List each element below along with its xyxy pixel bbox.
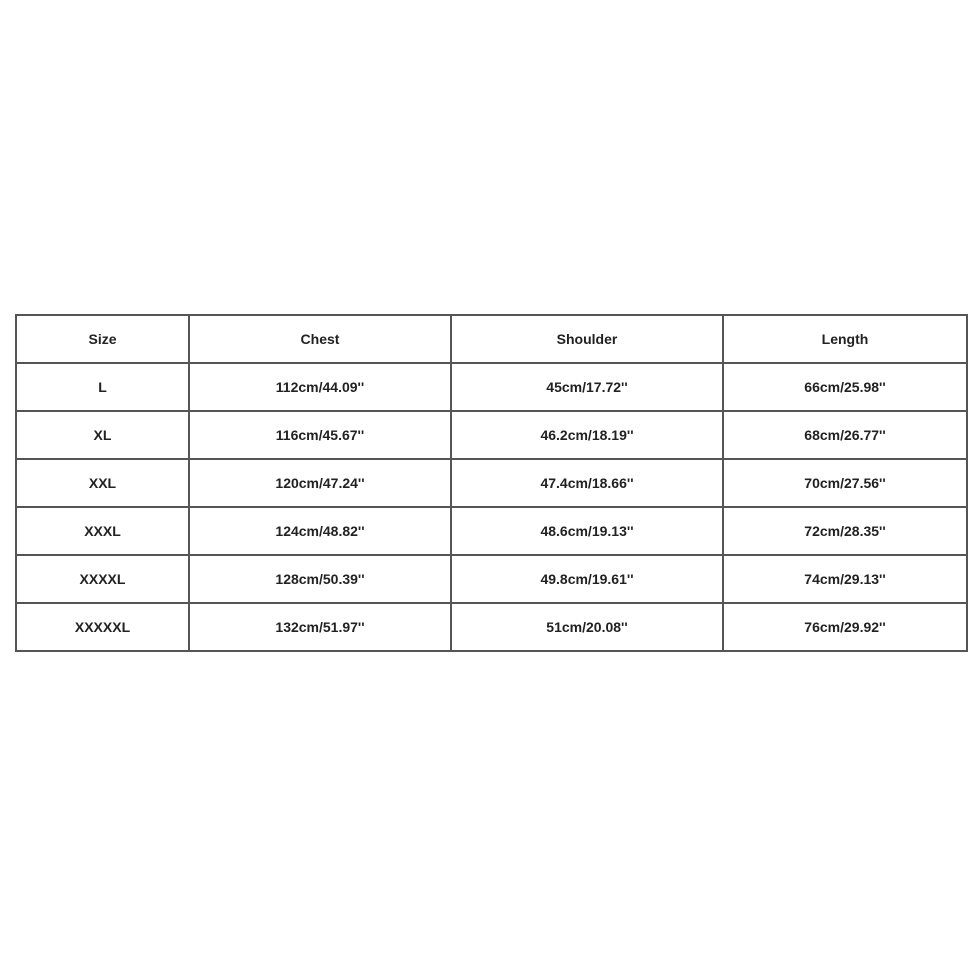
chest-cell: 128cm/50.39'' bbox=[189, 555, 451, 603]
header-shoulder: Shoulder bbox=[451, 315, 723, 363]
table-row bbox=[16, 459, 967, 507]
table-row bbox=[16, 603, 967, 651]
length-cell: 74cm/29.13'' bbox=[723, 555, 967, 603]
size-chart-table bbox=[15, 314, 968, 652]
shoulder-cell: 48.6cm/19.13'' bbox=[451, 507, 723, 555]
chest-cell: 132cm/51.97'' bbox=[189, 603, 451, 651]
table-header-row bbox=[16, 315, 967, 363]
shoulder-cell: 45cm/17.72'' bbox=[451, 363, 723, 411]
chest-cell: 116cm/45.67'' bbox=[189, 411, 451, 459]
length-cell: 72cm/28.35'' bbox=[723, 507, 967, 555]
size-cell: XXL bbox=[16, 459, 189, 507]
size-cell: XL bbox=[16, 411, 189, 459]
chest-cell: 124cm/48.82'' bbox=[189, 507, 451, 555]
chest-cell: 112cm/44.09'' bbox=[189, 363, 451, 411]
size-cell: XXXXXL bbox=[16, 603, 189, 651]
header-length: Length bbox=[723, 315, 967, 363]
header-chest: Chest bbox=[189, 315, 451, 363]
shoulder-cell: 51cm/20.08'' bbox=[451, 603, 723, 651]
shoulder-cell: 46.2cm/18.19'' bbox=[451, 411, 723, 459]
chest-cell: 120cm/47.24'' bbox=[189, 459, 451, 507]
table-row bbox=[16, 507, 967, 555]
length-cell: 70cm/27.56'' bbox=[723, 459, 967, 507]
header-size: Size bbox=[16, 315, 189, 363]
table-row bbox=[16, 363, 967, 411]
length-cell: 66cm/25.98'' bbox=[723, 363, 967, 411]
size-cell: XXXXL bbox=[16, 555, 189, 603]
table-row bbox=[16, 555, 967, 603]
size-cell: XXXL bbox=[16, 507, 189, 555]
length-cell: 76cm/29.92'' bbox=[723, 603, 967, 651]
length-cell: 68cm/26.77'' bbox=[723, 411, 967, 459]
shoulder-cell: 49.8cm/19.61'' bbox=[451, 555, 723, 603]
size-cell: L bbox=[16, 363, 189, 411]
shoulder-cell: 47.4cm/18.66'' bbox=[451, 459, 723, 507]
table-row bbox=[16, 411, 967, 459]
